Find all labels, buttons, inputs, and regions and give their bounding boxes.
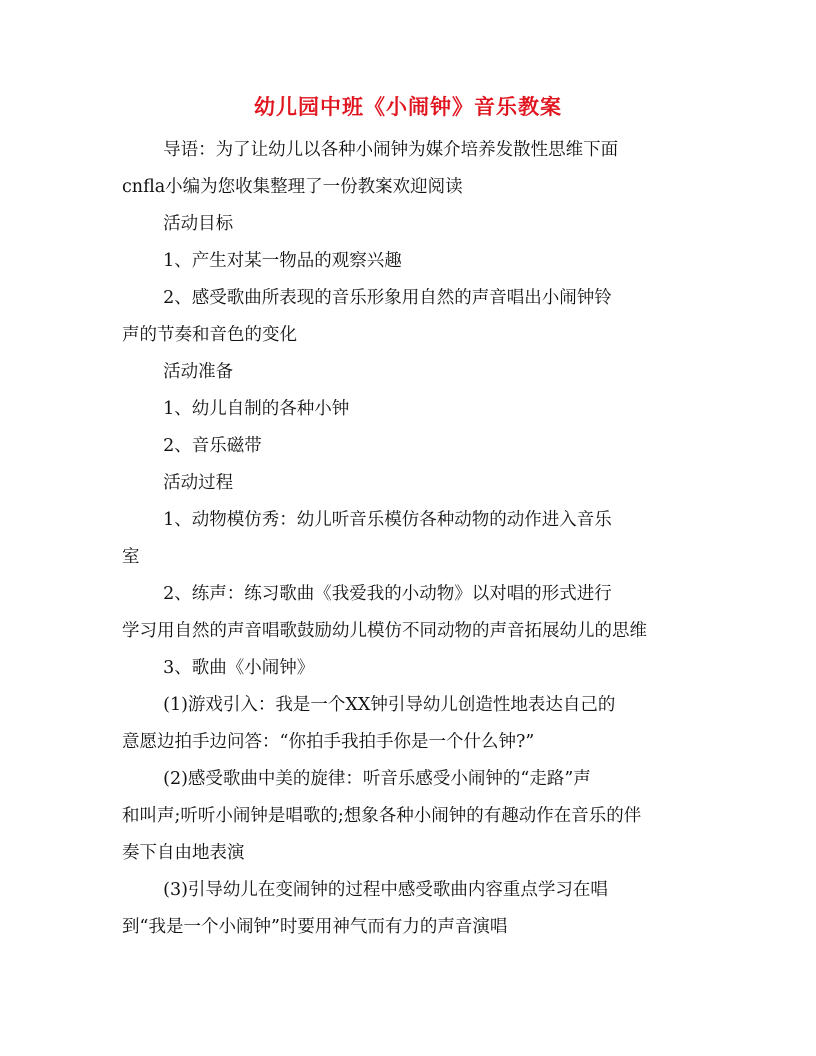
text-line: 学习用自然的声音唱歌鼓励幼儿模仿不同动物的声音拓展幼儿的思维 — [122, 621, 647, 641]
text-line: 声的节奏和音色的变化 — [122, 325, 297, 345]
text-line: 室 — [122, 547, 140, 567]
text-line: (2)感受歌曲中美的旋律：听音乐感受小闹钟的“走路”声 — [163, 769, 591, 789]
text-line: 1、产生对某一物品的观察兴趣 — [163, 251, 402, 271]
text-line: 到“我是一个小闹钟”时要用神气而有力的声音演唱 — [122, 917, 508, 937]
text-line: 2、音乐磁带 — [163, 436, 262, 456]
document-title: 幼儿园中班《小闹钟》音乐教案 — [254, 94, 562, 119]
text-line: 1、幼儿自制的各种小钟 — [163, 399, 350, 419]
text-line: 1、动物模仿秀：幼儿听音乐模仿各种动物的动作进入音乐 — [163, 510, 612, 530]
text-line: 和叫声;听听小闹钟是唱歌的;想象各种小闹钟的有趣动作在音乐的伴 — [122, 806, 642, 826]
text-line: 奏下自由地表演 — [122, 843, 245, 863]
text-line: 3、歌曲《小闹钟》 — [163, 658, 315, 678]
text-line: 活动目标 — [163, 214, 234, 234]
text-line: 2、练声：练习歌曲《我爱我的小动物》以对唱的形式进行 — [163, 584, 612, 604]
text-line: 活动准备 — [163, 362, 234, 382]
text-line: 导语：为了让幼儿以各种小闹钟为媒介培养发散性思维下面 — [163, 140, 619, 160]
text-line: (1)游戏引入：我是一个XX钟引导幼儿创造性地表达自己的 — [163, 695, 616, 715]
document-body — [122, 132, 696, 946]
text-line: 活动过程 — [163, 473, 234, 493]
text-line: 意愿边拍手边问答：“你拍手我拍手你是一个什么钟?” — [122, 732, 535, 752]
text-line: cnfla小编为您收集整理了一份教案欢迎阅读 — [122, 177, 463, 197]
text-line: (3)引导幼儿在变闹钟的过程中感受歌曲内容重点学习在唱 — [163, 880, 608, 900]
text-line: 2、感受歌曲所表现的音乐形象用自然的声音唱出小闹钟铃 — [163, 288, 612, 308]
